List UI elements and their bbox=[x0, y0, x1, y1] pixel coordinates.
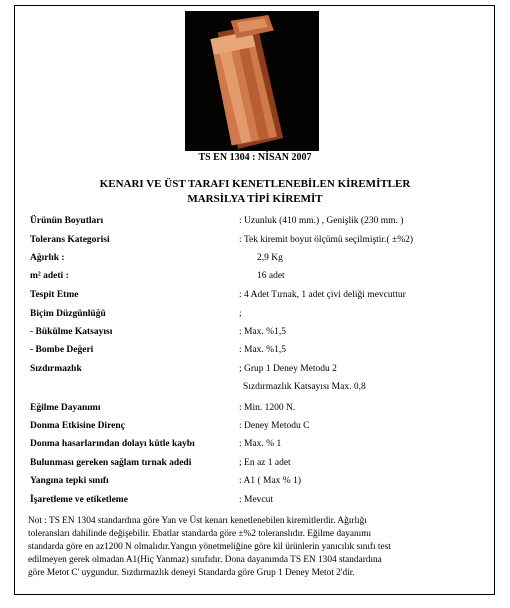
spec-row-mass-loss bbox=[30, 439, 490, 453]
spec-label: Yangına tepki sınıfı bbox=[30, 476, 109, 486]
spec-label: Biçim Düzgünlüğü bbox=[30, 309, 106, 319]
spec-value: ; Grup 1 Deney Metodu 2 bbox=[239, 364, 337, 374]
spec-label: Sızdırmazlık bbox=[30, 364, 82, 374]
spec-label: m² adeti : bbox=[30, 271, 69, 281]
spec-value: : Max. %1,5 bbox=[239, 345, 286, 355]
spec-value: : Uzunluk (410 mm.) , Genişlik (230 mm. ) bbox=[239, 216, 404, 226]
spec-label: Donma Etkisine Direnç bbox=[30, 421, 125, 431]
spec-label: Eğilme Dayanımı bbox=[30, 403, 101, 413]
note-line: Not : TS EN 1304 standardına göre Yan ve Üst kenarı kenetlenebilen kiremitlerdir. Ağırlığı bbox=[28, 516, 367, 526]
spec-value: : Min. 1200 N. bbox=[239, 403, 296, 413]
spec-label: Tespit Etme bbox=[30, 290, 79, 300]
spec-row-bending-coefficient bbox=[30, 327, 490, 341]
spec-value: : Deney Metodu C bbox=[239, 421, 310, 431]
note-line: toleransları dahilinde değişebilir. Ebatlar standarda göre ±%2 toleranslıdır. Eğilme dayanımı bbox=[28, 529, 372, 540]
spec-value: : Max. % 1 bbox=[239, 439, 282, 449]
spec-row-shape bbox=[30, 309, 490, 323]
spec-row-marking bbox=[30, 495, 490, 509]
spec-row-dimensions bbox=[30, 216, 490, 230]
note-paragraph bbox=[28, 515, 478, 580]
spec-row-frost-resistance bbox=[30, 421, 490, 435]
roof-tile-photo bbox=[185, 11, 319, 151]
impermeability-coefficient: Sızdırmazlık Katsayısı Max. 0,8 bbox=[243, 382, 366, 392]
spec-value: : Max. %1,5 bbox=[239, 327, 286, 337]
spec-row-fire-class bbox=[30, 476, 490, 490]
roof-tile-image bbox=[185, 11, 319, 151]
note-line: standarda göre en az1200 N olmalıdır.Yangın yönetmeliğine göre kil ürünlerin yanıcılık sınıfı test bbox=[28, 542, 391, 553]
spec-value: 16 adet bbox=[257, 271, 285, 281]
note-line: göre Metot C' uygundur. Sızdırmazlık deneyi Standarda göre Grup 1 Deney Metot 2'dir. bbox=[28, 568, 355, 579]
spec-label: Ağırlık : bbox=[30, 253, 65, 263]
spec-value: : 4 Adet Tırnak, 1 adet çivi deliği mevcuttur bbox=[239, 290, 406, 300]
spec-label: Bulunması gereken sağlam tırnak adedi bbox=[30, 458, 192, 468]
spec-row-camber bbox=[30, 345, 490, 359]
spec-row-bending-strength bbox=[30, 403, 490, 417]
spec-row-fixing bbox=[30, 290, 490, 304]
spec-value: 2,9 Kg bbox=[257, 253, 283, 263]
spec-label: - Bükülme Katsayısı bbox=[30, 327, 113, 337]
product-type-title: MARSİLYA TİPİ KİREMİT bbox=[187, 193, 323, 205]
spec-row-impermeability bbox=[30, 364, 490, 378]
document-title: KENARI VE ÜST TARAFI KENETLENEBİLEN KİREMİTLER bbox=[99, 178, 411, 190]
spec-value: : Mevcut bbox=[239, 495, 274, 505]
spec-label: Donma hasarlarından dolayı kütle kaybı bbox=[30, 439, 195, 449]
spec-value: : Tek kiremit boyut ölçümü seçilmiştir.( ±%2) bbox=[239, 235, 414, 245]
spec-row-weight bbox=[30, 253, 490, 267]
spec-label: Tolerans Kategorisi bbox=[30, 235, 110, 245]
spec-value: ; En az 1 adet bbox=[239, 458, 291, 468]
spec-row-nibs bbox=[30, 458, 490, 472]
spec-label: İşaretleme ve etiketleme bbox=[30, 495, 128, 505]
note-line: edilmeyen gerek olmadan A1(Hiç Yanmaz) sınıfıdır. Dona dayanımda TS EN 1304 standardına bbox=[28, 555, 382, 566]
spec-row-tolerance bbox=[30, 235, 490, 249]
spec-label: - Bombe Değeri bbox=[30, 345, 94, 355]
spec-row-per-m2 bbox=[30, 271, 490, 285]
spec-label: Ürünün Boyutları bbox=[30, 216, 104, 226]
spec-value: ; bbox=[239, 309, 242, 319]
spec-value: : A1 ( Max % 1) bbox=[239, 476, 302, 486]
standard-reference: TS EN 1304 : NİSAN 2007 bbox=[198, 152, 312, 163]
